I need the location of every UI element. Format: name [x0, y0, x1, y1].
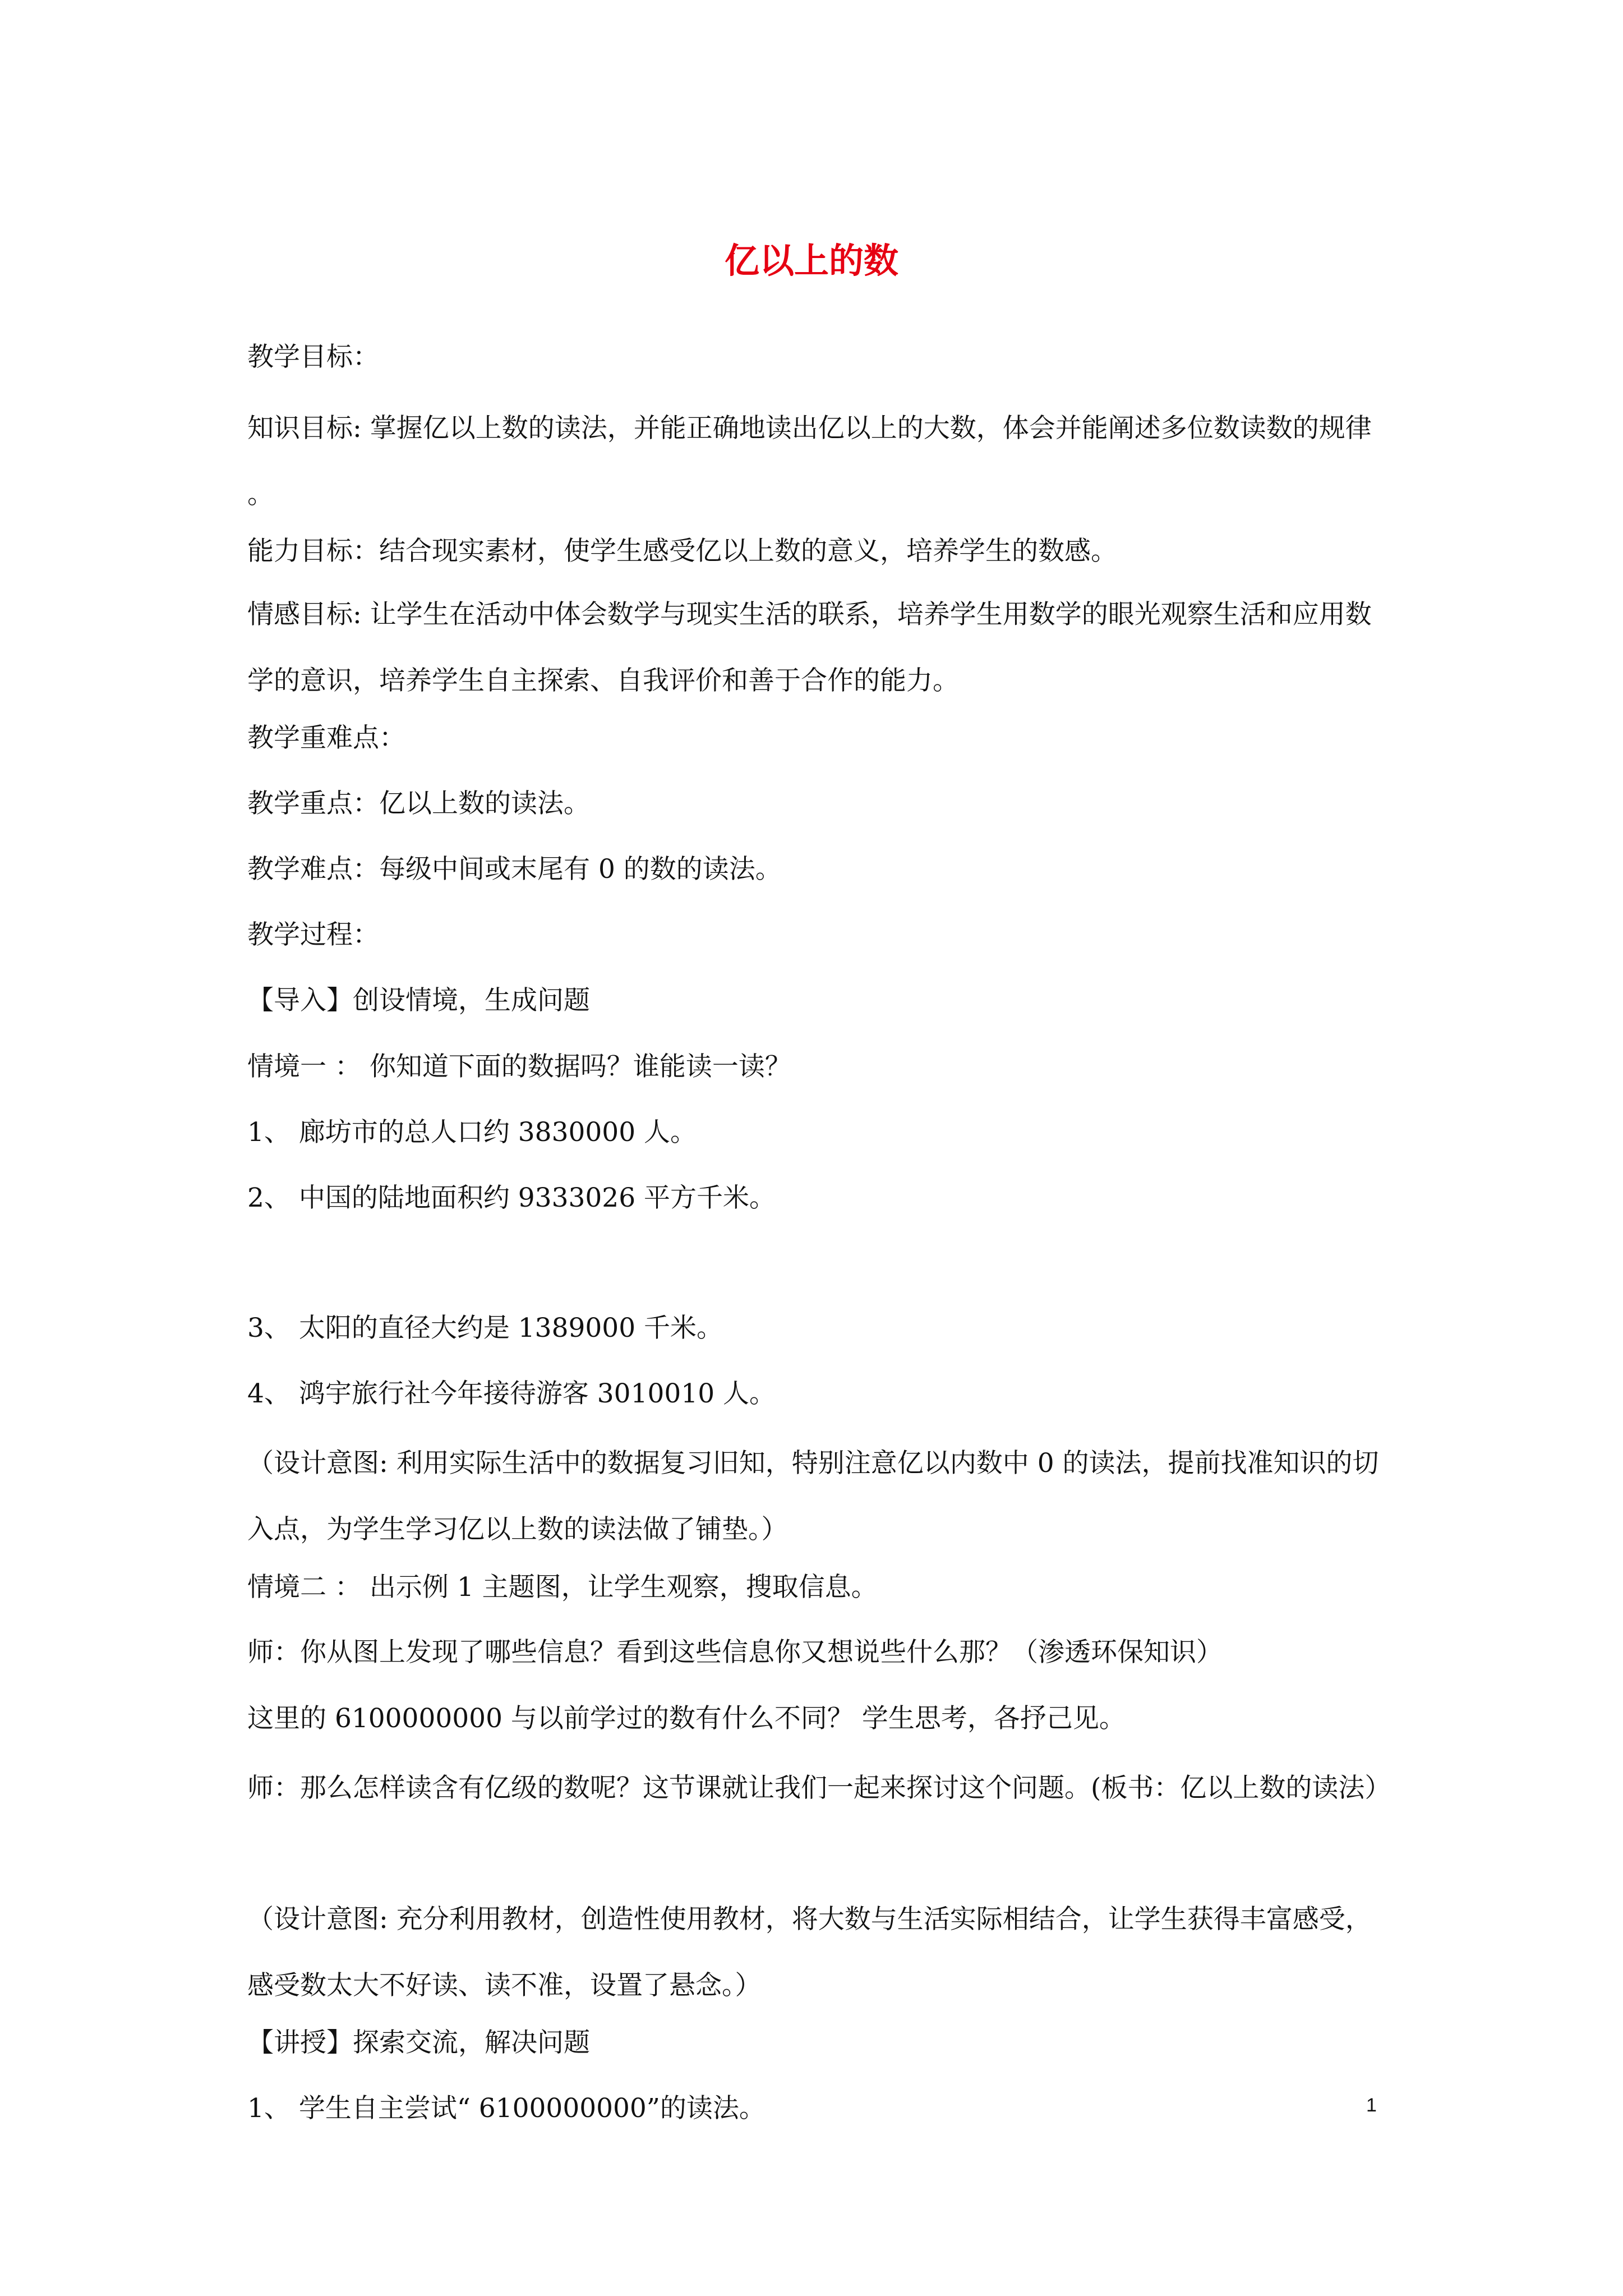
paragraph-teaching-goals-heading: 教学目标： — [247, 342, 379, 372]
list-item-4: 4、 鸿宇旅行社今年接待游客 3010010 人。 — [247, 1378, 776, 1409]
paragraph-ability-goal: 能力目标：结合现实素材，使学生感受亿以上数的意义，培养学生的数感。 — [247, 536, 1117, 567]
paragraph-number-comparison: 这里的 6100000000 与以前学过的数有什么不同？ 学生思考，各抒己见。 — [247, 1703, 1126, 1734]
list-item-reading-attempt: 1、 学生自主尝试“ 6100000000”的读法。 — [247, 2093, 766, 2124]
paragraph-emotion-goal: 情感目标: 让学生在活动中体会数学与现实生活的联系，培养学生用数学的眼光观察生活和应用数学的意识，培养学生自主探索、自我评价和善于合作的能力。 — [247, 599, 1372, 696]
paragraph-design-intent-one: （设计意图: 利用实际生活中的数据复习旧知，特别注意亿以内数中 0 的读法，提前找准知识的切入点，为学生学习亿以上数的读法做了铺垫。） — [247, 1448, 1379, 1545]
paragraph-teacher-reading-question: 师：那么怎样读含有亿级的数呢？这节课就让我们一起来探讨这个问题。(板书：亿以上数的读法） — [247, 1773, 1391, 1803]
paragraph-key-point: 教学重点：亿以上数的读法。 — [247, 788, 590, 819]
paragraph-difficult-point: 教学难点：每级中间或末尾有 0 的数的读法。 — [247, 854, 782, 885]
list-item-2: 2、 中国的陆地面积约 9333026 平方千米。 — [247, 1182, 776, 1213]
paragraph-scenario-two: 情境二 ： 出示例 1 主题图，让学生观察，搜取信息。 — [247, 1572, 878, 1603]
page-number: 1 — [1366, 2095, 1377, 2116]
paragraph-lecture-section: 【讲授】探索交流，解决问题 — [247, 2027, 590, 2058]
list-item-3: 3、 太阳的直径大约是 1389000 千米。 — [247, 1313, 723, 1343]
paragraph-process-heading: 教学过程： — [247, 919, 379, 950]
document-title: 亿以上的数 — [724, 240, 898, 281]
paragraph-key-points-heading: 教学重难点： — [247, 723, 405, 753]
paragraph-knowledge-goal: 知识目标: 掌握亿以上数的读法，并能正确地读出亿以上的大数，体会并能阐述多位数读数的规律 。 — [247, 413, 1372, 510]
list-item-1: 1、 廊坊市的总人口约 3830000 人。 — [247, 1117, 697, 1148]
paragraph-intro-section: 【导入】创设情境，生成问题 — [247, 985, 590, 1016]
paragraph-scenario-one: 情境一 ： 你知道下面的数据吗？谁能读一读？ — [247, 1051, 791, 1082]
paragraph-design-intent-two: （设计意图: 充分利用教材，创造性使用教材，将大数与生活实际相结合，让学生获得丰富感受，感受数太大不好读、读不准，设置了悬念。） — [247, 1904, 1372, 2001]
paragraph-teacher-question: 师：你从图上发现了哪些信息？看到这些信息你又想说些什么那？（渗透环保知识） — [247, 1637, 1223, 1668]
